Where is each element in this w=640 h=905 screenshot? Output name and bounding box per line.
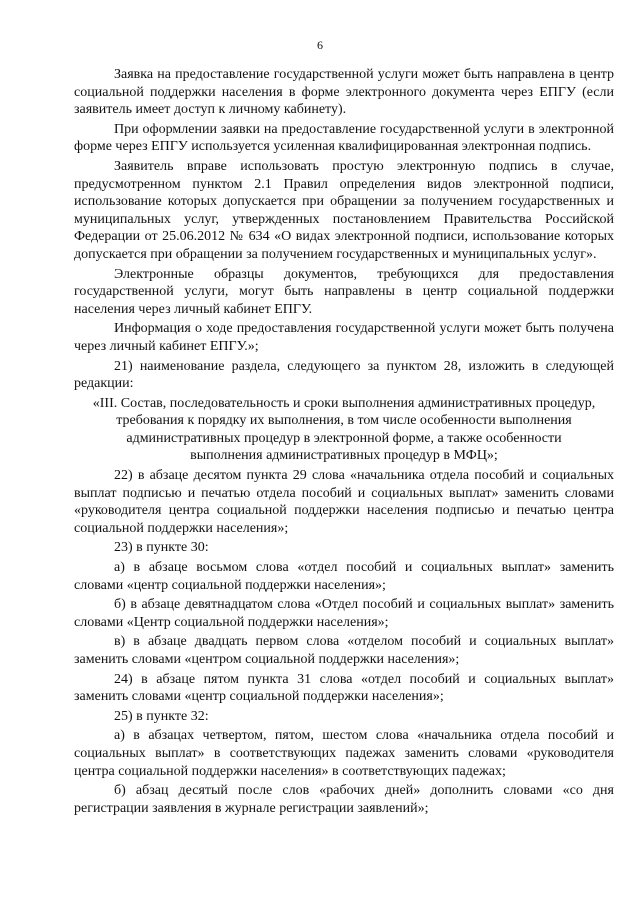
paragraph: Заявка на предоставление государственной услуги может быть направлена в центр социальной поддержки населения в форме электронного документа через ЕПГУ (если заявитель имеет доступ к личному кабинету). xyxy=(74,67,614,118)
paragraph: б) абзац десятый после слов «рабочих дней» дополнить словами «со дня регистрации заявления в журнале регистрации заявлений»; xyxy=(74,783,614,816)
paragraph: в) в абзаце двадцать первом слова «отделом пособий и социальных выплат» заменить словами «центром социальной поддержки населения»; xyxy=(74,634,614,667)
paragraph: 25) в пункте 32: xyxy=(114,708,209,724)
paragraph: 22) в абзаце десятом пункта 29 слова «начальника отдела пособий и социальных выплат подписью и печатью отдела пособий и социальных выплат» заменить словами «руководителя центра социальной поддержки населения подписью и печатью центра социальной поддержки населения»; xyxy=(74,468,614,536)
paragraph: 24) в абзаце пятом пункта 31 слова «отдел пособий и социальных выплат» заменить словами «центр социальной поддержки населения»; xyxy=(74,671,614,705)
document-body xyxy=(74,66,614,819)
paragraph: 21) наименование раздела, следующего за пунктом 28, изложить в следующей редакции: xyxy=(74,358,614,392)
paragraph: Электронные образцы документов, требующихся для предоставления государственной услуги, могут быть направлены в центр социальной поддержки населения через личный кабинет ЕПГУ. xyxy=(74,266,614,317)
page-number: 6 xyxy=(317,38,323,52)
paragraph: При оформлении заявки на предоставление государственной услуги в электронной форме через ЕПГУ используется усиленная квалифицированная электронная подпись. xyxy=(74,121,614,155)
paragraph: Заявитель вправе использовать простую электронную подпись в случае, предусмотренном пунктом 2.1 Правил определения видов электронной подписи, использование которых допускается при обращении за получением государственных и муниципальных услуг, утвержденных постановлением Правительства Российской Федерации от 25.06.2012 № 634 «О видах электронной подписи, использование которых допускается при обращении за получением государственных и муниципальных услуг». xyxy=(74,158,614,262)
paragraph: а) в абзацах четвертом, пятом, шестом слова «начальника отдела пособий и социальных выплат» в соответствующих падежах заменить словами «руководителя центра социальной поддержки населения» в соответствующих падежах; xyxy=(74,728,614,779)
paragraph: Информация о ходе предоставления государственной услуги может быть получена через личный кабинет ЕПГУ.»; xyxy=(74,321,614,354)
paragraph: а) в абзаце восьмом слова «отдел пособий и социальных выплат» заменить словами «центр социальной поддержки населения»; xyxy=(74,560,614,593)
paragraph: 23) в пункте 30: xyxy=(114,540,209,556)
section-heading-quote: «III. Состав, последовательность и сроки выполнения административных процедур, требования к порядку их выполнения, в том числе особенности выполнения административных процедур в электронной форме, а также особенности выполнения административных процедур в МФЦ»; xyxy=(92,395,596,464)
paragraph: б) в абзаце девятнадцатом слова «Отдел пособий и социальных выплат» заменить словами «Центр социальной поддержки населения»; xyxy=(74,597,614,630)
